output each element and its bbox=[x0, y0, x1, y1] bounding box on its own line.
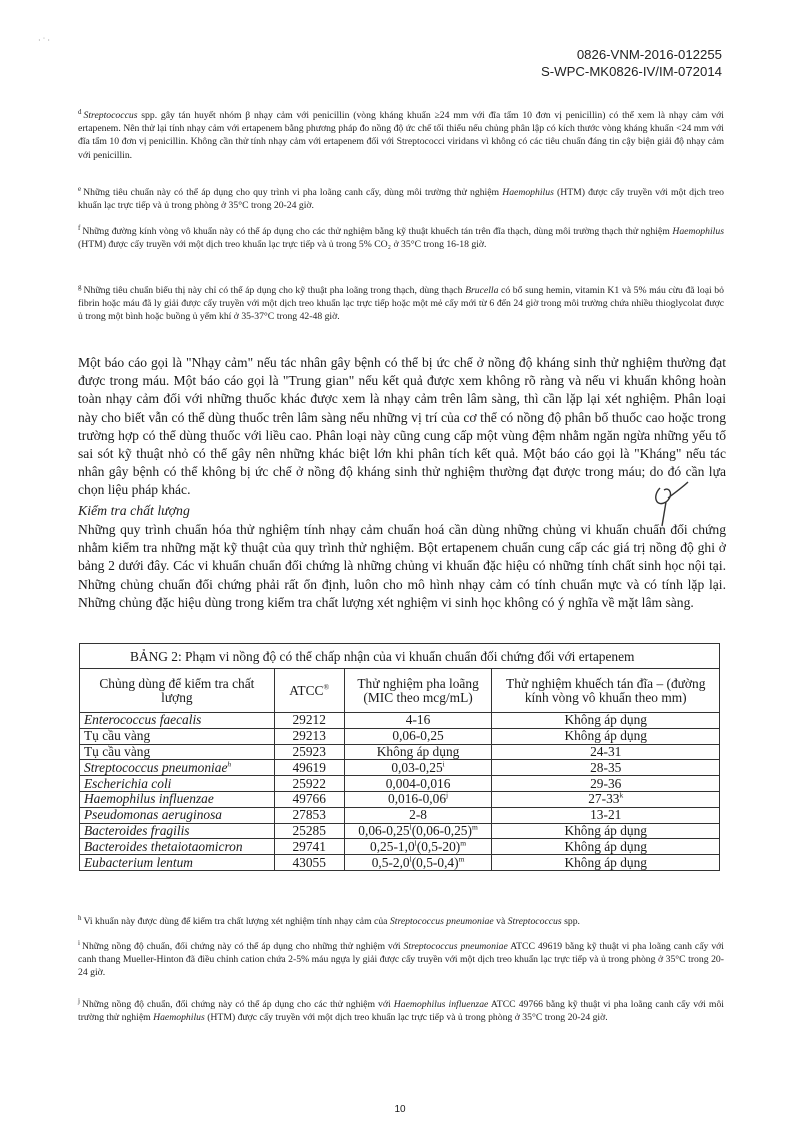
strain-cell bbox=[80, 760, 275, 776]
table-row bbox=[80, 760, 720, 776]
atcc-cell: 29213 bbox=[274, 728, 344, 744]
atcc-cell: 25923 bbox=[274, 744, 344, 760]
organism-name: Haemophilus bbox=[502, 187, 554, 199]
footnote-ref: l bbox=[409, 854, 412, 864]
mic-range: 0,004-0,016 bbox=[385, 775, 451, 791]
strain-cell bbox=[80, 728, 275, 744]
footnote-text: Những nồng độ chuẩn, đối chứng này có thể áp dụng cho những thử nghiệm với bbox=[81, 941, 404, 953]
mic-cell bbox=[344, 823, 492, 839]
mic-range: 0,5-2,0 bbox=[371, 854, 410, 870]
mic-cell bbox=[344, 855, 492, 871]
footnote-text: có bổ sung hemin, vitamin K1 và 5% máu cừu đã loại bỏ fibrin hoặc máu đã ly giải được cấy truyền với một dịch treo khuẩn lạc trực tiếp hoặc một mẻ cấy mới từ 6 đến 24 giờ trong môi trường chứa nhiều thioglycolat được ủ trong một bình hoặc buồng ủ yếm khí ở 35-37°C trong 42-48 giờ. bbox=[78, 285, 724, 323]
footnote-e bbox=[78, 183, 724, 212]
quality-control-paragraph: Những quy trình chuẩn hóa thử nghiệm tính nhạy cảm chuẩn hoá cần dùng những chủng vi khuẩn chuẩn đối chứng nhằm kiểm tra những mặt kỹ thuật của quy trình thử nghiệm. Bột ertapenem chuẩn cung cấp các giá trị nồng độ ghi ở bảng 2 dưới đây. Các vi khuẩn chuẩn đối chứng là những chủng vi khuẩn đặc hiệu có những tính chất sinh học nội tại. Những chủng chuẩn đối chứng phải rất ổn định, luôn cho mô hình nhạy cảm có tính chuẩn mực và có tính lặp lại. Những chủng đặc hiệu dùng trong kiểm tra chất lượng xét nghiệm vi sinh học không có ý nghĩa về mặt lâm sàng. bbox=[78, 522, 726, 610]
disk-range: 28-35 bbox=[590, 759, 622, 775]
strain-cell bbox=[80, 839, 275, 855]
mic-cell bbox=[344, 760, 492, 776]
disk-cell bbox=[492, 839, 720, 855]
table-row bbox=[80, 728, 720, 744]
footnote-ref: m bbox=[460, 838, 467, 848]
footnote-ref: h bbox=[227, 759, 232, 769]
organism-name: Streptococcus bbox=[83, 110, 138, 122]
column-header-mic: Thử nghiệm pha loãng (MIC theo mcg/mL) bbox=[344, 669, 492, 713]
disk-cell bbox=[492, 713, 720, 729]
table-caption-row bbox=[80, 644, 720, 669]
footnote-ref: l bbox=[414, 838, 417, 848]
strain-name: Bacteroides fragilis bbox=[84, 822, 190, 838]
footnote-text: Những nồng độ chuẩn, đối chứng này có thể áp dụng cho các thử nghiệm với bbox=[81, 999, 394, 1011]
footnote-marker: g bbox=[78, 283, 82, 291]
disk-cell bbox=[492, 855, 720, 871]
mic-cell bbox=[344, 728, 492, 744]
mic-range: Không áp dụng bbox=[376, 743, 460, 759]
strain-name: Tụ cầu vàng bbox=[84, 743, 151, 759]
mic-cell bbox=[344, 807, 492, 823]
footnote-ref: j bbox=[446, 790, 449, 800]
strain-name: Enterococcus faecalis bbox=[84, 712, 202, 728]
mic-range: 0,06-0,25 bbox=[358, 822, 410, 838]
column-header-strain: Chủng dùng để kiểm tra chất lượng bbox=[80, 669, 275, 713]
organism-name: Haemophilus bbox=[153, 1012, 205, 1024]
footnote-ref: k bbox=[619, 790, 624, 800]
table-row bbox=[80, 791, 720, 807]
document-code-1: 0826-VNM-2016-012255 bbox=[576, 47, 722, 62]
column-header-atcc-label: ATCC bbox=[289, 682, 324, 698]
strain-cell bbox=[80, 713, 275, 729]
strain-name: Streptococcus pneumoniae bbox=[84, 759, 228, 775]
table-header-row bbox=[80, 669, 720, 713]
registered-mark: ® bbox=[323, 682, 330, 692]
strain-cell bbox=[80, 807, 275, 823]
footnote-text: Những đường kính vòng vô khuẩn này có thể áp dụng cho các thử nghiệm bằng kỹ thuật khuếch tán trên đĩa thạch, dùng môi trường thạch thử nghiệm bbox=[82, 226, 673, 238]
atcc-cell: 25285 bbox=[274, 823, 344, 839]
organism-name: Streptococcus bbox=[507, 916, 562, 928]
table-row bbox=[80, 839, 720, 855]
footnote-text: (HTM) được cấy truyền với một dịch treo khuẩn lạc trực tiếp và ủ trong phòng ở 35°C trong 20-24 giờ. bbox=[204, 1012, 608, 1024]
mic-range: 0,25-1,0 bbox=[370, 838, 415, 854]
mic-range: 2-8 bbox=[409, 807, 427, 823]
footnote-d bbox=[78, 106, 724, 162]
footnote-ref: m bbox=[458, 854, 465, 864]
footnote-ref: i bbox=[442, 759, 445, 769]
atcc-cell: 43055 bbox=[274, 855, 344, 871]
qc-range-table bbox=[79, 643, 720, 871]
footnote-marker: i bbox=[78, 939, 80, 947]
table-caption: BẢNG 2: Phạm vi nồng độ có thể chấp nhận của vi khuẩn chuẩn đối chứng đối với ertapenem bbox=[80, 644, 720, 669]
strain-cell bbox=[80, 776, 275, 792]
disk-range: 24-31 bbox=[590, 743, 622, 759]
mic-cell bbox=[344, 713, 492, 729]
strain-name: Bacteroides thetaiotaomicron bbox=[84, 838, 243, 854]
footnote-marker: d bbox=[78, 108, 82, 116]
footnote-marker: h bbox=[78, 914, 82, 922]
footnote-text: ATCC 49766 bằng kỹ thuật vi pha loãng canh cấy với môi trường thử nghiệm bbox=[78, 999, 725, 1024]
strain-cell bbox=[80, 855, 275, 871]
disk-cell bbox=[492, 807, 720, 823]
disk-cell bbox=[492, 744, 720, 760]
mic-range-alt: (0,06-0,25) bbox=[411, 822, 472, 838]
strain-name: Eubacterium lentum bbox=[84, 854, 193, 870]
mic-cell bbox=[344, 744, 492, 760]
footnote-text: Những tiêu chuẩn biểu thị này chỉ có thể áp dụng cho kỹ thuật pha loãng trong thạch, dùng thạch bbox=[83, 285, 466, 297]
footnote-h bbox=[78, 912, 724, 928]
strain-name: Escherichia coli bbox=[84, 775, 172, 791]
footnote-text: (HTM) được cấy truyền với một dịch treo khuẩn lạc trực tiếp và ủ trong 5% CO₂ ở 35°C trong 16-18 giờ. bbox=[78, 239, 487, 251]
footnote-marker: f bbox=[78, 224, 81, 232]
disk-range: Không áp dụng bbox=[564, 822, 648, 838]
mic-range-alt: (0,5-20) bbox=[416, 838, 461, 854]
mic-cell bbox=[344, 776, 492, 792]
strain-name: Tụ cầu vàng bbox=[84, 728, 151, 744]
document-header bbox=[541, 46, 722, 80]
footnote-i bbox=[78, 937, 724, 980]
footnote-marker: j bbox=[78, 997, 80, 1005]
footnote-j bbox=[78, 995, 724, 1024]
organism-name: Streptococcus pneumoniae bbox=[403, 941, 508, 953]
atcc-cell: 29212 bbox=[274, 713, 344, 729]
scan-specks: · ˙ · bbox=[38, 36, 50, 45]
organism-name: Streptococcus pneumoniae bbox=[389, 916, 494, 928]
organism-name: Brucella bbox=[465, 285, 499, 297]
mic-range: 0,06-0,25 bbox=[392, 728, 444, 744]
strain-cell bbox=[80, 791, 275, 807]
atcc-cell: 49619 bbox=[274, 760, 344, 776]
footnote-marker: e bbox=[78, 185, 82, 193]
quality-control-heading: Kiểm tra chất lượng bbox=[78, 503, 190, 518]
interpretation-paragraph: Một báo cáo gọi là "Nhạy cảm" nếu tác nhân gây bệnh có thể bị ức chế ở nồng độ kháng sinh thử nghiệm thường đạt được trong máu. Một báo cáo gọi là "Trung gian" nếu kết quả được xem không rõ ràng và nếu vi khuẩn không hoàn toàn nhạy cảm đối với những thuốc khác được xem là nhạy cảm trên lâm sàng, thì cần lặp lại xét nghiệm. Phân loại này cho biết vẫn có thể dùng thuốc trên lâm sàng nếu những vị trí của cơ thể có nồng độ phân bố thuốc cao hoặc trong trường hợp có thể dùng thuốc với liều cao. Phân loại này cũng cung cấp một vùng đệm nhằm ngăn ngừa những yếu tố sai sót kỹ thuật nhỏ có thể gây nên những khác biệt lớn khi phân tích kết quả. Một báo cáo gọi là "Kháng" nếu tác nhân gây bệnh có thể không bị ức chế ở nồng độ kháng sinh thử nghiệm thường đạt được trong máu; do đó cần lựa chọn liệu pháp khác. bbox=[78, 355, 726, 498]
disk-cell bbox=[492, 728, 720, 744]
column-header-disk: Thử nghiệm khuếch tán đĩa – (đường kính vòng vô khuẩn theo mm) bbox=[492, 669, 720, 713]
mic-range: 0,03-0,25 bbox=[391, 759, 443, 775]
footnote-f bbox=[78, 222, 724, 251]
footnote-text: ATCC 49619 bằng kỹ thuật vi pha loãng canh cấy với canh thang Mueller-Hinton đã điều chỉnh cation chứa 2-5% máu ngựa ly giải được cấy truyền với một dịch treo khuẩn lạc trực tiếp và ủ trong phòng ở 35°C trong 20-24 giờ. bbox=[78, 941, 724, 979]
disk-range: 27-33 bbox=[588, 791, 620, 807]
organism-name: Haemophilus bbox=[672, 226, 724, 238]
table-row bbox=[80, 744, 720, 760]
disk-cell bbox=[492, 760, 720, 776]
strain-name: Haemophilus influenzae bbox=[84, 791, 214, 807]
disk-range: Không áp dụng bbox=[564, 854, 648, 870]
footnote-ref: m bbox=[471, 822, 478, 832]
footnote-text: (HTM) được cấy truyền với một dịch treo khuẩn lạc trực tiếp và ủ trong phòng ở 35°C trong 20-24 giờ. bbox=[78, 187, 724, 212]
table-row bbox=[80, 807, 720, 823]
mic-cell bbox=[344, 839, 492, 855]
disk-range: Không áp dụng bbox=[564, 712, 648, 728]
footnote-text: spp. bbox=[561, 916, 580, 928]
disk-cell bbox=[492, 776, 720, 792]
disk-cell bbox=[492, 823, 720, 839]
column-header-atcc bbox=[274, 669, 344, 713]
footnote-ref: l bbox=[409, 822, 412, 832]
atcc-cell: 49766 bbox=[274, 791, 344, 807]
atcc-cell: 25922 bbox=[274, 776, 344, 792]
footnote-text: Những tiêu chuẩn này có thể áp dụng cho quy trình vi pha loãng canh cấy, dùng môi trường thử nghiệm bbox=[83, 187, 503, 199]
mic-range-alt: (0,5-0,4) bbox=[411, 854, 459, 870]
footnote-text: Vi khuẩn này được dùng để kiểm tra chất lượng xét nghiệm tính nhạy cảm của bbox=[83, 916, 390, 928]
table-row bbox=[80, 713, 720, 729]
strain-cell bbox=[80, 744, 275, 760]
table-row bbox=[80, 823, 720, 839]
strain-cell bbox=[80, 823, 275, 839]
footnote-text: spp. gây tán huyết nhóm β nhạy cảm với penicillin (vòng kháng khuẩn ≥24 mm với đĩa tẩm 10 đơn vị penicillin) có thể xem là nhạy cảm với ertapenem. Nên thử lại tính nhạy cảm với ertapenem bằng phương pháp đo nồng độ ức chế tối thiểu nếu chủng phân lập có kích thước vòng kháng khuẩn <24 mm với đĩa tẩm 10 đơn vị penicillin. Không cần thử tính nhạy cảm với ertapenem đối với Streptococci viridans vì không có các tiêu chuẩn đáng tin cậy biện giải độ nhạy cảm với penicillin. bbox=[78, 110, 724, 161]
footnote-text: và bbox=[493, 916, 508, 928]
organism-name: Haemophilus influenzae bbox=[393, 999, 489, 1011]
mic-range: 0,016-0,06 bbox=[388, 791, 447, 807]
disk-range: Không áp dụng bbox=[564, 838, 648, 854]
disk-range: Không áp dụng bbox=[564, 728, 648, 744]
mic-range: 4-16 bbox=[405, 712, 431, 728]
page-number: 10 bbox=[394, 1104, 406, 1115]
table-row bbox=[80, 776, 720, 792]
disk-cell bbox=[492, 791, 720, 807]
atcc-cell: 27853 bbox=[274, 807, 344, 823]
table-row bbox=[80, 855, 720, 871]
strain-name: Pseudomonas aeruginosa bbox=[84, 807, 222, 823]
disk-range: 13-21 bbox=[590, 807, 622, 823]
atcc-cell: 29741 bbox=[274, 839, 344, 855]
mic-cell bbox=[344, 791, 492, 807]
footnote-g bbox=[78, 281, 724, 324]
disk-range: 29-36 bbox=[590, 775, 622, 791]
document-code-2: S-WPC-MK0826-IV/IM-072014 bbox=[540, 64, 722, 79]
